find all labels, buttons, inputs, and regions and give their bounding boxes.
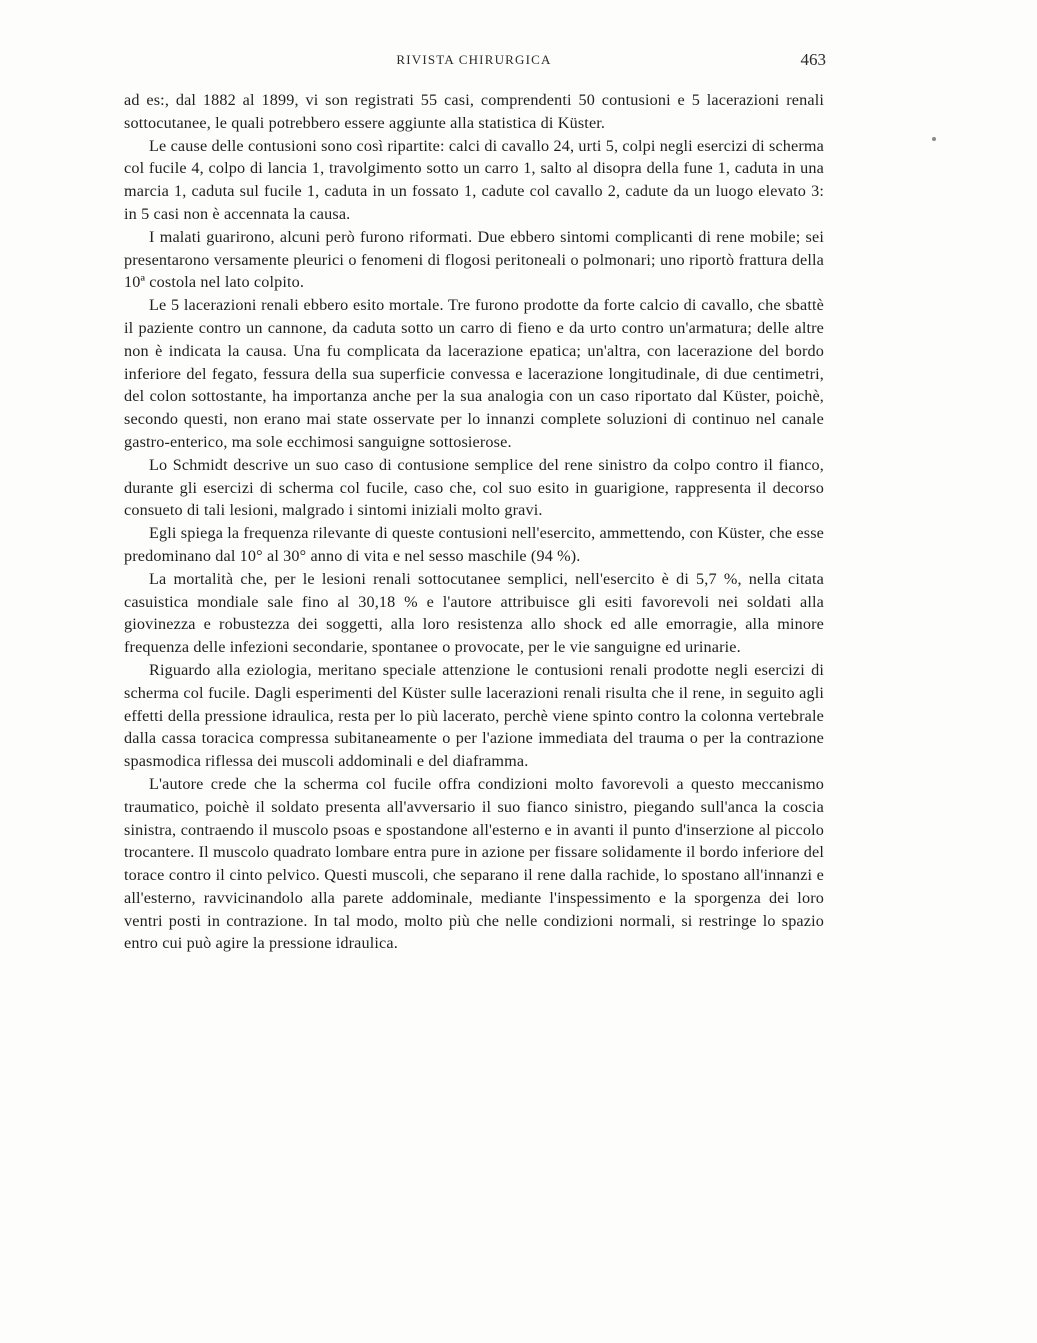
paragraph-6: Egli spiega la frequenza rilevante di queste contusioni nell'esercito, ammettendo, con Küster, che esse predominano dal 10° al 30° anno di vita e nel sesso maschile (94 %). [124, 524, 824, 565]
paragraph-5: Lo Schmidt descrive un suo caso di contusione semplice del rene sinistro da colpo contro il fianco, durante gli esercizi di scherma col fucile, caso che, col suo esito in guarigione, rappresenta il decorso consueto di tali lesioni, malgrado i sintomi iniziali molto gravi. [124, 455, 824, 520]
article-body [124, 89, 824, 955]
paragraph-7: La mortalità che, per le lesioni renali sottocutanee semplici, nell'esercito è di 5,7 %, nella citata casuistica mondiale sale fino al 30,18 % e l'autore attribuisce gli esiti favorevoli nei soldati alla giovinezza e robustezza dei soggetti, alla loro resistenza allo shock ed alle emorragie, alla minore frequenza delle infezioni secondarie, spontanee o provocate, per le vie sanguigne ed urinarie. [124, 569, 824, 657]
paragraph-8: Riguardo alla eziologia, meritano speciale attenzione le contusioni renali prodotte negli esercizi di scherma col fucile. Dagli esperimenti del Küster sulle lacerazioni renali risulta che il rene, in seguito agli effetti della pressione idraulica, resta per lo più lacerato, perchè viene spinto contro la colonna vertebrale dalla cassa toracica compressa subitaneamente o per l'azione immediata del trauma o per la contrazione spasmodica riflessa dei muscoli addominali e del diaframma. [124, 660, 824, 771]
paragraph-4: Le 5 lacerazioni renali ebbero esito mortale. Tre furono prodotte da forte calcio di cavallo, che sbattè il paziente contro un cannone, da caduta sotto un carro di fieno e da urto contro un'armatura; delle altre non è indicata la causa. Una fu complicata da lacerazione epatica; un'altra, con lacerazione del bordo inferiore del fegato, fessura della sua superficie convessa e lacerazione longitudinale, di due centimetri, del colon sottostante, ha importanza anche per la sua analogia con un caso riportato dal Küster, poichè, secondo questi, non erano mai state osservate per lo innanzi complete soluzioni di continuo nel canale gastro-enterico, ma sole ecchimosi sanguigne sottosierose. [124, 296, 824, 451]
paragraph-3: I malati guarirono, alcuni però furono riformati. Due ebbero sintomi complicanti di rene mobile; sei presentarono versamente pleurici o fenomeni di flogosi peritoneali o polmonari; uno riportò frattura della 10ª costola nel lato colpito. [124, 227, 824, 292]
journal-title: RIVISTA CHIRURGICA [396, 52, 552, 67]
paragraph-9: L'autore crede che la scherma col fucile offra condizioni molto favorevoli a questo meccanismo traumatico, poichè il soldato presenta all'avversario il suo fianco sinistro, piegando sull'anca la coscia sinistra, contraendo il muscolo psoas e spostandone all'esterno e in avanti il punto d'inserzione al piccolo trocantere. Il muscolo quadrato lombare entra pure in azione per fissare solidamente il bordo inferiore del torace contro il cinto pelvico. Questi muscoli, che separano il rene dalla rachide, lo spostano all'innanzi e all'esterno, ravvicinandolo alla parete addominale, mediante l'inspessimento e la sporgenza dei loro ventri posti in contrazione. In tal modo, molto più che nelle condizioni normali, si restringe lo spazio entro cui può agire la pressione idraulica. [124, 774, 824, 953]
page-number: 463 [800, 50, 826, 69]
paragraph-1: ad es:, dal 1882 al 1899, vi son registrati 55 casi, comprendenti 50 contusioni e 5 lacerazioni renali sottocutanee, le quali potrebbero essere aggiunte alla statistica di Küster. [124, 91, 824, 132]
paragraph-2: Le cause delle contusioni sono così ripartite: calci di cavallo 24, urti 5, colpi negli esercizi di scherma col fucile 4, colpo di lancia 1, travolgimento sotto un carro 1, salto al disopra della fune 1, caduta in una marcia 1, caduta sul fucile 1, caduta in un fossato 1, cadute col cavallo 2, cadute da un luogo elevato 3: in 5 casi non è accennata la causa. [124, 136, 824, 223]
running-header [124, 52, 824, 74]
scan-speck [932, 137, 936, 141]
